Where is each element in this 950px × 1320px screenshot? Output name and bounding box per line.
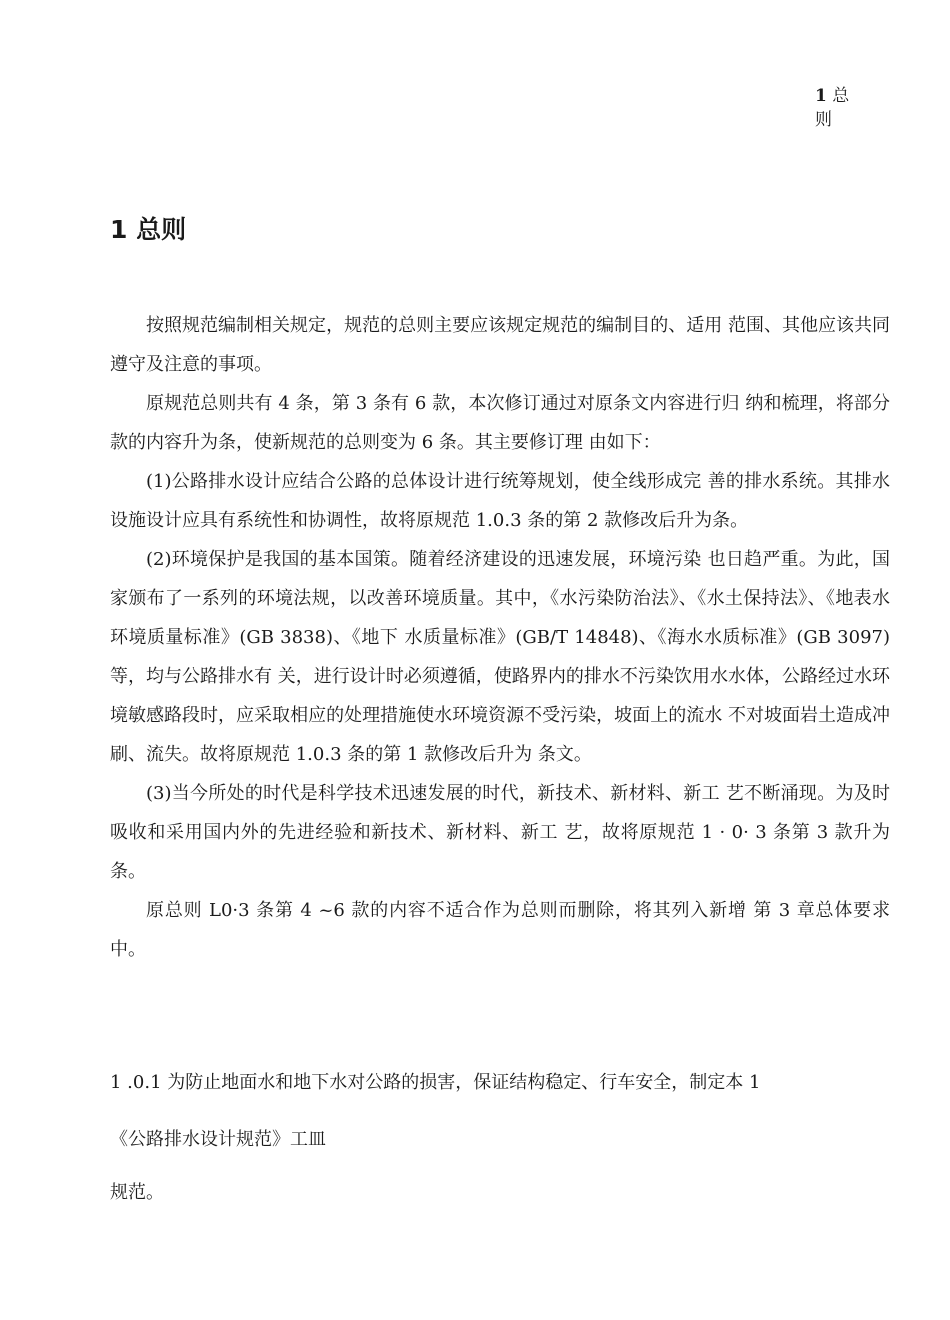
commentary-body [110,306,890,969]
running-header [815,84,855,132]
paragraph-reason-2: (2)环境保护是我国的基本国策。随着经济建设的迅速发展，环境污染 也日趋严重。为此，国家颁布了一系列的环境法规，以改善环境质量。其中，《水污染防治法》、《水土保持法》、《地表水环境质量标准》(GB 3838)、《地下 水质量标准》(GB/T 14848)、《海水水质标准》(GB 3097)等，均与公路排水有 关，进行设计时必须遵循，使路界内的排水不污染饮用水水体，公路经过水环 境敏感路段时，应采取相应的处理措施使水环境资源不受污染，坡面上的流水 不对坡面岩土造成冲刷、流失。故将原规范 1.0.3 条的第 1 款修改后升为 条文。 [110,549,890,765]
paragraph-reason-3: (3)当今所处的时代是科学技术迅速发展的时代，新技术、新材料、新工 艺不断涌现。为及时吸收和采用国内外的先进经验和新技术、新材料、新工 艺，故将原规范 1 · 0· 3 条第 3 款升为条。 [110,783,890,882]
running-header-title: 总则 [815,86,850,130]
paragraph-deletion-note: 原总则 L0·3 条第 4 ~6 款的内容不适合作为总则而删除，将其列入新增 第 3 章总体要求中。 [110,900,890,960]
clause-1-0-1-end: 规范。 [110,1182,164,1203]
paragraph-revision-summary: 原规范总则共有 4 条，第 3 条有 6 款，本次修订通过对原条文内容进行归 纳和梳理，将部分款的内容升为条，使新规范的总则变为 6 条。其主要修订理 由如下： [110,393,890,453]
clause-1-0-1: 1 .0.1 为防止地面水和地下水对公路的损害，保证结构稳定、行车安全，制定本 1 [110,1072,761,1093]
running-header-number: 1 [815,86,827,106]
clause-1-0-1-continued: 《公路排水设计规范》工皿 [110,1129,326,1150]
paragraph-reason-1: (1)公路排水设计应结合公路的总体设计进行统筹规划，使全线形成完 善的排水系统。其排水设施设计应具有系统性和协调性，故将原规范 1.0.3 条的第 2 款修改后升为条。 [110,471,890,531]
chapter-title: 1 总则 [110,215,187,244]
paragraph-intro: 按照规范编制相关规定，规范的总则主要应该规定规范的编制目的、适用 范围、其他应该共同遵守及注意的事项。 [110,315,890,375]
